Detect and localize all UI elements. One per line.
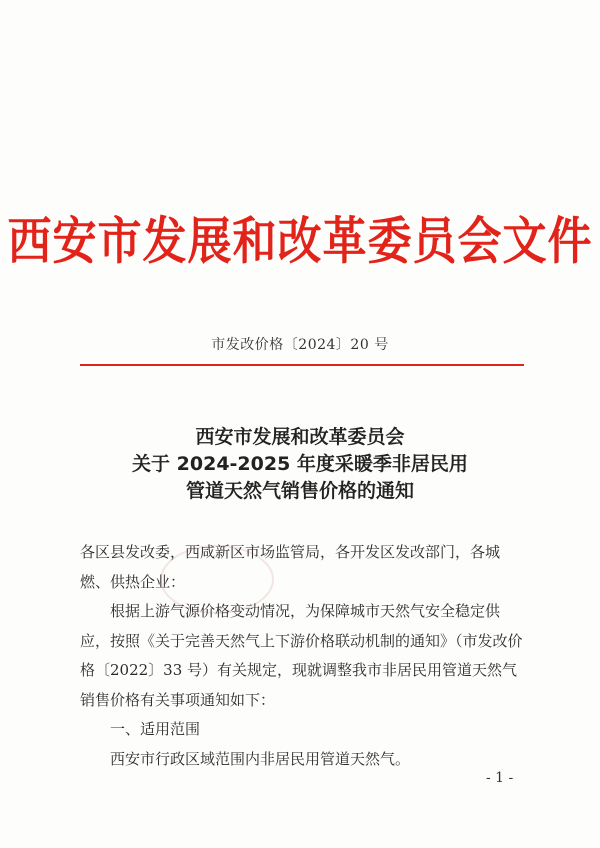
body-paragraph: 根据上游气源价格变动情况，为保障城市天然气安全稳定供应，按照《关于完善天然气上下游价格联动机制的通知》（市发改价格〔2022〕33 号）有关规定，现就调整我市非居民用管道天然气销售价格有关事项通知如下： bbox=[80, 602, 523, 709]
notice-title-line-3: 管道天然气销售价格的通知 bbox=[185, 480, 414, 502]
document-number: 市发改价格〔2024〕20 号 bbox=[211, 337, 389, 353]
red-divider-line bbox=[80, 364, 524, 366]
section-heading: 一、适用范围 bbox=[110, 720, 201, 738]
notice-title-line-1: 西安市发展和改革委员会 bbox=[195, 426, 405, 448]
section-text: 西安市行政区域范围内非居民用管道天然气。 bbox=[110, 749, 411, 768]
notice-title-line-2: 关于 2024-2025 年度采暖季非居民用 bbox=[132, 453, 468, 475]
document-header-title: 西安市发展和改革委员会文件 bbox=[7, 212, 593, 272]
recipients-paragraph: 各区县发改委，西咸新区市场监管局，各开发区发改部门，各城燃、供热企业： bbox=[80, 543, 501, 591]
notice-body bbox=[80, 538, 528, 774]
page-number: - 1 - bbox=[486, 770, 514, 786]
notice-title bbox=[0, 424, 600, 505]
